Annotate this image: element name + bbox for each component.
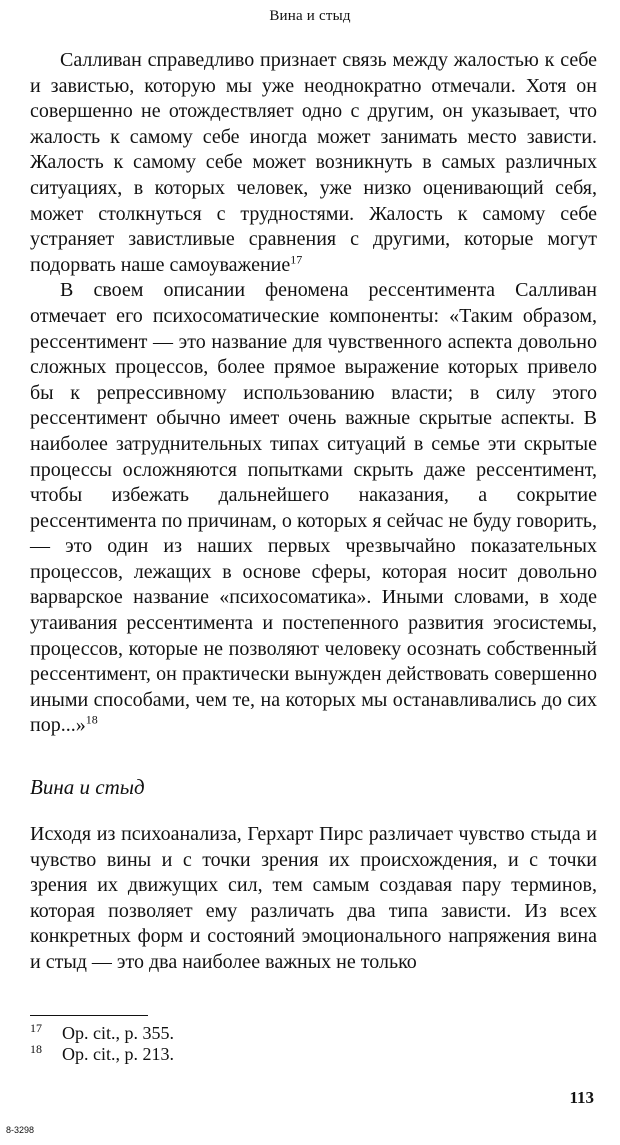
signature-mark: 8-3298 bbox=[6, 1125, 35, 1135]
footnote-ref-17: 17 bbox=[290, 252, 303, 267]
page-number: 113 bbox=[569, 1088, 594, 1107]
running-head: Вина и стыд bbox=[269, 8, 351, 24]
paragraph-1: Салливан справедливо признает связь между жалостью к себе и завистью, которую мы уже неоднократно отмечали. Хотя он совершенно не отождествляет одно с другим, он указывает, что жалость к самому себе иногда может занимать место зависти. Жалость к самому себе может возникнуть в самых различных ситуациях, в которых человек, уже низко оценивающий себя, может столкнуться с трудностями. Жалость к самому себе устраняет завистливые сравнения с другими, которые могут подорвать наше самоуважение$^{17}$ bbox=[30, 49, 597, 276]
footnotes bbox=[30, 1023, 430, 1065]
paragraph-3: Исходя из психоанализа, Герхарт Пирс различает чувство стыда и чувство вины и с точки зрения их происхождения, и с точки зрения их движущих сил, тем самым создавая пару терминов, которая позволяет ему различать два типа зависти. Из всех конкретных форм и состояний эмоционального напряжения вина и стыд — это два наиболее важных не только bbox=[30, 823, 597, 973]
section-text bbox=[30, 822, 597, 976]
footnote-ref-18: 18 bbox=[85, 712, 98, 727]
footnote: 18 Op. cit., p. 213. bbox=[30, 1042, 174, 1064]
section-heading: Вина и стыд bbox=[30, 775, 145, 799]
paragraph-2: В своем описании феномена рессентимента Салливан отмечает его психосоматические компоненты: «Таким образом, рессентимент — это название для чувственного аспекта довольно сложных процессов, более прямое выражение которых привело бы к репрессивному использованию власти; в силу этого рессентимент обычно имеет очень важные скрытые аспекты. В наиболее затруднительных типах ситуаций в семье эти скрытые процессы осложняются попытками скрыть даже рессентимент, чтобы избежать дальнейшего наказания, а сокрытие рессентимента по причинам, о которых я сейчас не буду говорить, — это один из наших первых чрезвычайно показательных процессов, лежащих в основе сферы, которая носит довольно варварское название «психосоматика». Иными словами, в ходе утаивания рессентимента и постепенного развития эгосистемы, процессов, которые не позволяют человеку осознать собственный рессентимент, он практически вынужден действовать совершенно иными способами, чем те, на которых мы останавливались до сих пор...»$^{18}$ bbox=[30, 279, 597, 737]
footnote-text: Op. cit., p. 213. bbox=[62, 1044, 174, 1064]
footnote-text: Op. cit., p. 355. bbox=[62, 1023, 174, 1043]
main-text bbox=[30, 48, 597, 739]
footnote-divider bbox=[30, 1015, 148, 1016]
footnote: 17 Op. cit., p. 355. bbox=[30, 1021, 174, 1043]
